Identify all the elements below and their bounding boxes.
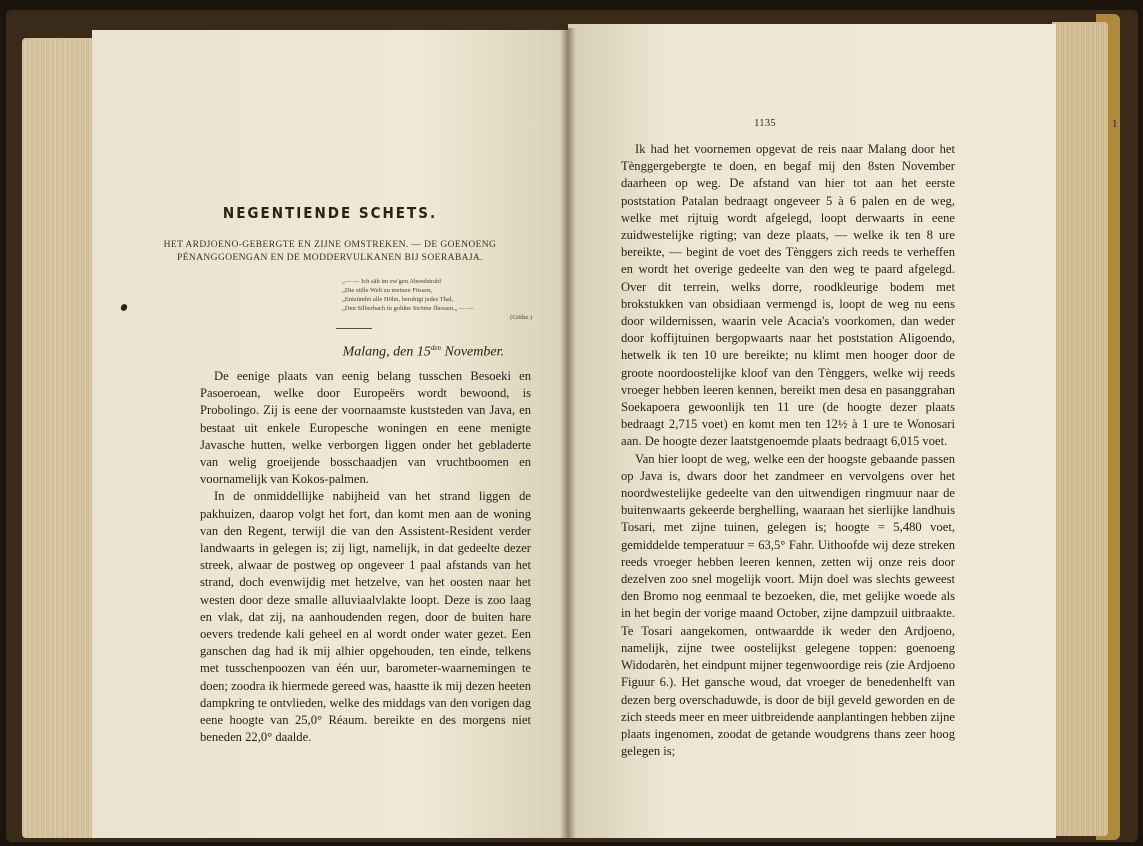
chapter-subtitle-line2: PÉNANGGOENGAN EN DE MODDERVULKANEN BIJ SOERABAJA. [177,253,483,263]
paragraph: In de onmiddellijke nabijheid van het strand liggen de pakhuizen, daarop volgt het fort, dan komt men aan de woning van den Regent, terwijl die van den Assistent-Resident verder landwaarts in gelegen is; zij ligt, namelijk, in dat gedeelte dezer streek, alwaar de postweg op ongeveer 1 paal afstands van het strand, doch evenwijdig met hetzelve, van het oosten naar het westen door deze smalle alluviaalvlakte loopt. Deze is zoo laag en vlak, dat zij, na aanhoudenden regen, door de buiten hare oevers tredende kali geheel en al wordt onder water gezet. Een ganschen dag had ik mij alhier opgehouden, ten einde, telkens met tusschenpoozen van één uur, barometer-waarnemingen te doen; zoodra ik hiermede gereed was, haastte ik mij dezen heeten dampkring te ontvlieden, welke des middags van den vorigen dag eene hoogte van 25,0° Réaum. bereikte en des morgens niet beneden 22,0° daalde. [200,489,531,745]
chapter-subtitle-line1: HET ARDJOENO-GEBERGTE EN ZIJNE OMSTREKEN. — DE GOENOENG [163,240,497,250]
edge-page-number: 1 [1112,118,1118,130]
poem-line: „Den Silberbach in goldne Ströme fliessen.„ — — [342,305,474,312]
right-body-text [621,141,955,760]
poem-line: „Entzündet alle Höhn, beruhigt jedes Thal, [342,296,454,303]
dateline-main: Malang, den 15 [342,344,431,360]
book-gutter [560,28,576,838]
dateline-sup: den [430,344,441,352]
poem-attribution: (Göthe.) [510,314,532,321]
dateline [100,344,504,361]
page-stack-right [1052,22,1108,836]
paragraph: Ik had het voornemen opgevat de reis naar Malang door het Tènggergebergte te doen, en begaf mij den 8sten November daarheen op weg. De afstand van hier tot aan het eerste poststation Patalan bedraagt ongeveer 5 à 6 palen en de weg, welke met rijtuig wordt afgelegd, loopt derwaarts in eene zuidwestelijke rigting; van deze plaats, — welke ik ten 8 ure bereikte, — begint de voet des Tènggers zich reeds te verheffen en wordt het overige gedeelte van den weg te paard afgelegd. Over dit terrein, welks dorre, roodkleurige bodem met brokstukken van obsidiaan vermengd is, loopt de weg nu eens door wildernissen, waarin vele Acacia's voorkomen, dan weder door koffijtuinen bergopwaarts naar het poststation Aligoendo, hetwelk ik ten 10 ure bereikte; nu klimt men hooger door de groote noordoostelijke kloof van den Tènggers, welke wij reeds vroeger hebben leeren kennen, bereikt men desa en pasanggrahan Soekapoera gewoonlijk ten 11 ure (de hoogte dezer plaats bedraagt 2,715 voet) en komt men ten 12½ à 1 ure te Wonosari aan. De hoogte dezer laatstgenoemde plaats bedraagt 6,015 voet. [621,142,955,449]
left-body-text [200,368,531,746]
chapter-heading: NEGENTIENDE SCHETS. [222,204,438,222]
poem-line: „Die stille Welt zu meinen Füssen, [342,287,432,294]
poem-line: „— — Ich säh im ew'gen Abendstrahl [342,278,442,285]
dateline-end: November. [441,344,504,360]
paragraph: Van hier loopt de weg, welke een der hoogste gebaande passen op Java is, dwars door het zandmeer en vervolgens over het noordwestelijke gedeelte van den uitwendigen ringmuur naar de buitenwaarts gekeerde berghelling, waaraan het sierlijke landhuis Tosari, met zijne tuinen, gelegen is; hoogte = 5,480 voet, gemiddelde temperatuur = 63,5° Fahr. Uithoofde wij deze streken reeds vroeger hebben leeren kennen, zetten wij onze reis door dezelven zoo snel mogelijk voort. Mijn doel was slechts geweest den Bromo nog eenmaal te bezoeken, die, met gelijke woede als in het begin der vorige maand October, zijne dampzuil uitbraakte. Te Tosari aangekomen, ontwaardde ik weder den Ardjoeno, namelijk, zijne twee oostelijkst gelegene toppen: goenoeng Widodarèn, het eindpunt mijner tegenwoordige reis (zie Ardjoeno Figuur 6.). Het gansche woud, dat vroeger de benedenhelft van dezen berg overschaduwde, is door de bijl geveld geworden en de zich steeds meer en meer uitbreidende aanplantingen hebben zijne plaats ingenomen, zoodat de getande woudgrens thans zeer hoog gelegen is; [621,451,955,759]
paragraph: De eenige plaats van eenig belang tusschen Besoeki en Pasoeroean, welke door Europeërs wordt bewoond, is Probolingo. Zij is eene der voornaamste kuststeden van Java, en bestaat uit enkele Europesche woningen en eene menigte Javasche hutten, welke verborgen liggen onder het gebladerte van welig groeijende bosschaadjen van vruchtboomen en voornamelijk van Kokos-palmen. [200,369,531,487]
divider-rule [336,328,372,329]
page-stack-left [22,38,98,838]
epigraph-poem [342,277,532,322]
page-number: 1135 [754,117,776,129]
